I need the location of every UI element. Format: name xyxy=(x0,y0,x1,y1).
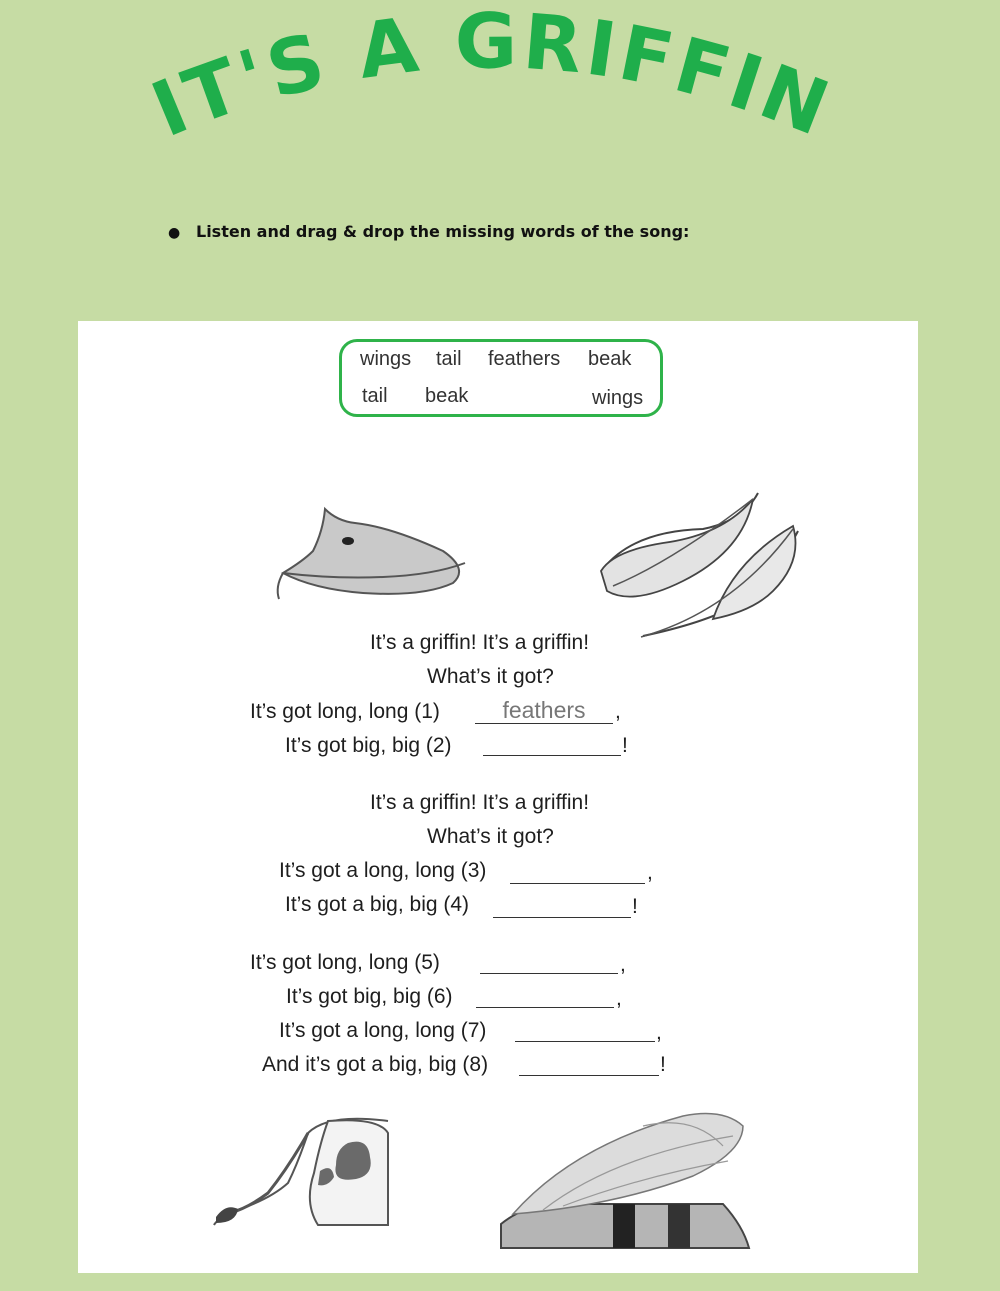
song-line: It’s got long, long (5) xyxy=(250,951,440,974)
punctuation: ! xyxy=(632,895,638,918)
tail-illustration xyxy=(208,1113,398,1233)
word-chip-feathers[interactable]: feathers xyxy=(488,348,561,370)
instruction-text: Listen and drag & drop the missing words of the song: xyxy=(196,222,690,241)
song-line: It’s got big, big (2) xyxy=(285,734,452,757)
bullet-icon: ● xyxy=(168,225,181,241)
answer-blank-2[interactable] xyxy=(483,731,621,756)
song-line: It’s a griffin! It’s a griffin! xyxy=(370,791,590,814)
word-chip-beak[interactable]: beak xyxy=(588,348,632,370)
word-chip-wings-2[interactable]: wings xyxy=(592,387,644,409)
song-line: It’s got a big, big (4) xyxy=(285,893,470,916)
answer-blank-4[interactable] xyxy=(493,893,631,918)
instruction xyxy=(168,222,689,241)
feathers-illustration xyxy=(593,491,813,651)
punctuation: , xyxy=(656,1021,662,1044)
answer-blank-7[interactable] xyxy=(515,1017,655,1042)
page-title xyxy=(0,0,1000,200)
wings-illustration xyxy=(493,1106,753,1256)
svg-text:IT'S A GRIFFIN xyxy=(140,0,844,154)
word-chip-beak-2[interactable]: beak xyxy=(425,385,469,407)
word-bank xyxy=(339,339,663,417)
beak-illustration xyxy=(273,501,473,621)
worksheet xyxy=(78,321,918,1273)
answer-blank-3[interactable] xyxy=(510,859,645,884)
answer-blank-6[interactable] xyxy=(476,983,614,1008)
punctuation: , xyxy=(620,953,626,976)
song-line: What’s it got? xyxy=(427,665,554,688)
punctuation: , xyxy=(615,700,621,723)
song-line: It’s got big, big (6) xyxy=(286,985,453,1008)
answer-blank-5[interactable] xyxy=(480,949,618,974)
song-line: What’s it got? xyxy=(427,825,554,848)
answer-blank-8[interactable] xyxy=(519,1051,659,1076)
song-line: It’s got a long, long (3) xyxy=(279,859,487,882)
song-line: And it’s got a big, big (8) xyxy=(262,1053,489,1076)
punctuation: ! xyxy=(660,1053,666,1076)
punctuation: , xyxy=(647,861,653,884)
answer-blank-1[interactable]: feathers xyxy=(475,699,613,724)
punctuation: ! xyxy=(622,734,628,757)
song-line: It’s got a long, long (7) xyxy=(279,1019,487,1042)
punctuation: , xyxy=(616,987,622,1010)
song-line: It’s a griffin! It’s a griffin! xyxy=(370,631,590,654)
word-chip-tail[interactable]: tail xyxy=(436,348,462,370)
word-chip-tail-2[interactable]: tail xyxy=(362,385,388,407)
word-chip-wings[interactable]: wings xyxy=(360,348,412,370)
song-line: It’s got long, long (1) xyxy=(250,700,440,723)
title-text: IT'S A GRIFFIN xyxy=(139,0,844,155)
